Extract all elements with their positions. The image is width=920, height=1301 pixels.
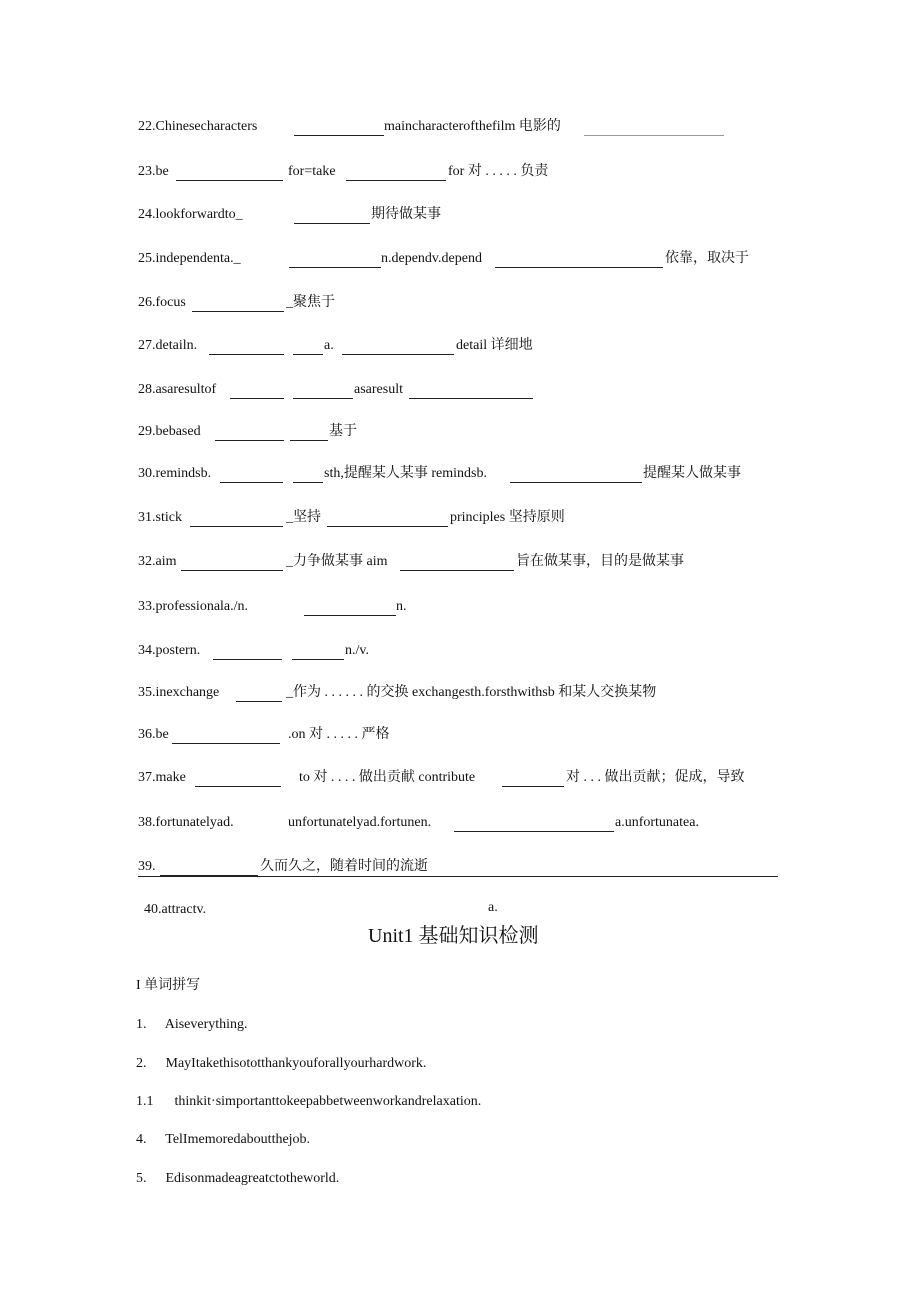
blank-27-2[interactable] — [293, 341, 323, 355]
blank-39-1[interactable] — [160, 862, 258, 876]
blank-32-1[interactable] — [181, 557, 283, 571]
vocab-line-27 — [138, 337, 197, 355]
vocab-34-prompt: 34.postern. — [138, 643, 201, 658]
vocab-26-text: _聚焦于 — [286, 295, 335, 310]
blank-36-1[interactable] — [172, 730, 280, 744]
blank-32-2[interactable] — [400, 557, 514, 571]
vocab-33-text: n. — [396, 599, 407, 614]
vocab-39-text: 久而久之，随着时间的流逝 — [260, 859, 428, 874]
vocab-line-25 — [138, 250, 241, 268]
vocab-37-prompt: 37.make — [138, 770, 186, 785]
vocab-31-text-1: _坚持 — [286, 510, 321, 525]
vocab-31-text-2: principles 坚持原则 — [450, 510, 565, 525]
vocab-28-prompt: 28.asaresultof — [138, 382, 217, 397]
item-number: 5. — [136, 1171, 147, 1186]
part1-heading: I 单词拼写 — [136, 978, 201, 993]
vocab-line-40 — [144, 901, 206, 919]
vocab-30-text-2: 提醒某人做某事 — [643, 466, 741, 481]
blank-28-1[interactable] — [230, 385, 284, 399]
item-text: thinkit·simportanttokeepabbetweenworkandrelaxation. — [174, 1094, 482, 1109]
vocab-27-text-2: detail 详细地 — [456, 338, 533, 353]
blank-30-2[interactable] — [293, 469, 323, 483]
vocab-line-37b — [299, 769, 475, 787]
vocab-28-text: asaresult — [354, 382, 403, 397]
vocab-30-text-1: sth,提醒某人某事 remindsb. — [324, 466, 487, 481]
item-number: 1. — [136, 1017, 147, 1032]
blank-34-1[interactable] — [213, 646, 282, 660]
blank-23-2[interactable] — [346, 167, 446, 181]
vocab-line-27c — [456, 337, 533, 355]
blank-28-3[interactable] — [409, 385, 533, 399]
vocab-38-text-2: a.unfortunatea. — [615, 815, 699, 830]
vocab-line-32c — [516, 553, 684, 571]
vocab-line-31b — [286, 509, 321, 527]
vocab-line-30 — [138, 465, 211, 483]
vocab-line-39b — [260, 858, 428, 876]
vocab-line-24b — [371, 206, 441, 224]
vocab-line-38 — [138, 814, 234, 832]
vocab-33-prompt: 33.professionala./n. — [138, 599, 249, 614]
blank-38-1[interactable] — [454, 818, 614, 832]
vocab-line-38c — [615, 814, 699, 832]
vocab-line-37c — [566, 769, 745, 787]
item-text: Edisonmadeagreatctotheworld. — [165, 1171, 340, 1186]
vocab-line-22b — [384, 118, 561, 136]
vocab-40-prompt: 40.attractv. — [144, 902, 207, 917]
vocab-line-25b — [381, 250, 482, 268]
vocab-line-29b — [329, 423, 357, 441]
vocab-line-28b — [354, 381, 403, 399]
vocab-line-23 — [138, 163, 169, 181]
vocab-line-24 — [138, 206, 243, 224]
vocab-25-text-1: n.dependv.depend — [381, 251, 482, 266]
blank-37-1[interactable] — [195, 773, 281, 787]
vocab-line-36b — [288, 726, 390, 744]
vocab-37-text-1: to 对 . . . . 做出贡献 contribute — [299, 770, 476, 785]
blank-27-3[interactable] — [342, 341, 454, 355]
vocab-line-33b — [396, 598, 407, 616]
vocab-line-31c — [450, 509, 565, 527]
blank-25-1[interactable] — [289, 254, 381, 268]
vocab-35-prompt: 35.inexchange — [138, 685, 220, 700]
blank-31-2[interactable] — [327, 513, 448, 527]
vocab-39-prompt: 39. — [138, 859, 156, 874]
vocab-22-text: maincharacterofthefilm 电影的 — [384, 119, 561, 134]
vocab-27-text-1: a. — [324, 338, 334, 353]
vocab-26-prompt: 26.focus — [138, 295, 186, 310]
item-text: Aiseverything. — [164, 1017, 248, 1032]
list-item — [136, 1016, 248, 1034]
vocab-line-34 — [138, 642, 200, 660]
vocab-32-text-1: _力争做某事 aim — [286, 554, 388, 569]
vocab-line-29 — [138, 423, 201, 441]
list-item — [136, 1093, 481, 1111]
vocab-40-text: a. — [488, 900, 498, 915]
vocab-31-prompt: 31.stick — [138, 510, 182, 525]
vocab-line-23c — [448, 163, 548, 181]
blank-28-2[interactable] — [293, 385, 353, 399]
item-text: TelImemoredaboutthejob. — [165, 1132, 311, 1147]
blank-33-1[interactable] — [304, 602, 396, 616]
vocab-line-28 — [138, 381, 216, 399]
vocab-30-prompt: 30.remindsb. — [138, 466, 212, 481]
vocab-32-text-2: 旨在做某事，目的是做某事 — [516, 554, 684, 569]
item-number: 1.1 — [136, 1094, 154, 1109]
blank-34-2[interactable] — [292, 646, 344, 660]
blank-29-2[interactable] — [290, 427, 328, 441]
vocab-line-32b — [286, 553, 388, 571]
blank-30-1[interactable] — [220, 469, 283, 483]
vocab-line-26b — [286, 294, 335, 312]
vocab-line-40b — [488, 899, 498, 917]
vocab-36-text: .on 对 . . . . . 严格 — [288, 727, 390, 742]
blank-25-2[interactable] — [495, 254, 663, 268]
blank-31-1[interactable] — [190, 513, 283, 527]
item-text: MayItakethisototthankyouforallyourhardwork. — [165, 1056, 427, 1071]
vocab-23-text-2: for 对 . . . . . 负责 — [448, 164, 549, 179]
vocab-line-37 — [138, 769, 186, 787]
vocab-22-prompt: 22.Chinesecharacters — [138, 119, 258, 134]
blank-27-1[interactable] — [209, 341, 284, 355]
vocab-35-text: _作为 . . . . . . 的交换 exchangesth.forsthwithsb 和某人交换某物 — [286, 685, 657, 700]
vocab-line-34b — [345, 642, 369, 660]
blank-29-1[interactable] — [215, 427, 284, 441]
vocab-line-38b — [288, 814, 431, 832]
vocab-line-22 — [138, 118, 257, 136]
list-item — [136, 1131, 310, 1149]
blank-22-2[interactable] — [584, 122, 724, 136]
vocab-line-26 — [138, 294, 186, 312]
vocab-23-prompt: 23.be — [138, 164, 169, 179]
vocab-23-text-1: for=take — [288, 164, 336, 179]
blank-22-1[interactable] — [294, 122, 384, 136]
item-number: 4. — [136, 1132, 147, 1147]
vocab-27-prompt: 27.detailn. — [138, 338, 198, 353]
vocab-line-31 — [138, 509, 182, 527]
vocab-38-prompt: 38.fortunatelyad. — [138, 815, 234, 830]
vocab-line-36 — [138, 726, 169, 744]
vocab-line-39 — [138, 858, 156, 876]
vocab-line-25c — [665, 250, 749, 268]
blank-30-3[interactable] — [510, 469, 642, 483]
list-item — [136, 1055, 426, 1073]
vocab-line-27b — [324, 337, 334, 355]
vocab-36-prompt: 36.be — [138, 727, 169, 742]
vocab-line-32 — [138, 553, 177, 571]
vocab-25-text-2: 依靠，取决于 — [665, 251, 749, 266]
vocab-line-33 — [138, 598, 248, 616]
vocab-38-text-1: unfortunatelyad.fortunen. — [288, 815, 432, 830]
vocab-line-23b — [288, 163, 336, 181]
blank-24-1[interactable] — [294, 210, 370, 224]
vocab-25-prompt: 25.independenta._ — [138, 251, 241, 266]
vocab-line-35b — [286, 684, 656, 702]
vocab-32-prompt: 32.aim — [138, 554, 177, 569]
vocab-29-prompt: 29.bebased — [138, 424, 201, 439]
item-number: 2. — [136, 1056, 147, 1071]
blank-37-2[interactable] — [502, 773, 564, 787]
blank-23-1[interactable] — [176, 167, 283, 181]
blank-35-1[interactable] — [236, 688, 282, 702]
vocab-34-text: n./v. — [345, 643, 369, 658]
vocab-24-prompt: 24.lookforwardto_ — [138, 207, 243, 222]
vocab-line-30c — [643, 465, 741, 483]
divider-rule — [138, 876, 778, 877]
vocab-24-text: 期待做某事 — [371, 207, 441, 222]
section-title: Unit1 基础知识检测 — [368, 925, 539, 947]
vocab-line-35 — [138, 684, 219, 702]
vocab-29-text: 基于 — [329, 424, 357, 439]
list-item — [136, 1170, 339, 1188]
blank-26-1[interactable] — [192, 298, 284, 312]
vocab-37-text-2: 对 . . . 做出贡献；促成，导致 — [566, 770, 745, 785]
vocab-line-30b — [324, 465, 487, 483]
